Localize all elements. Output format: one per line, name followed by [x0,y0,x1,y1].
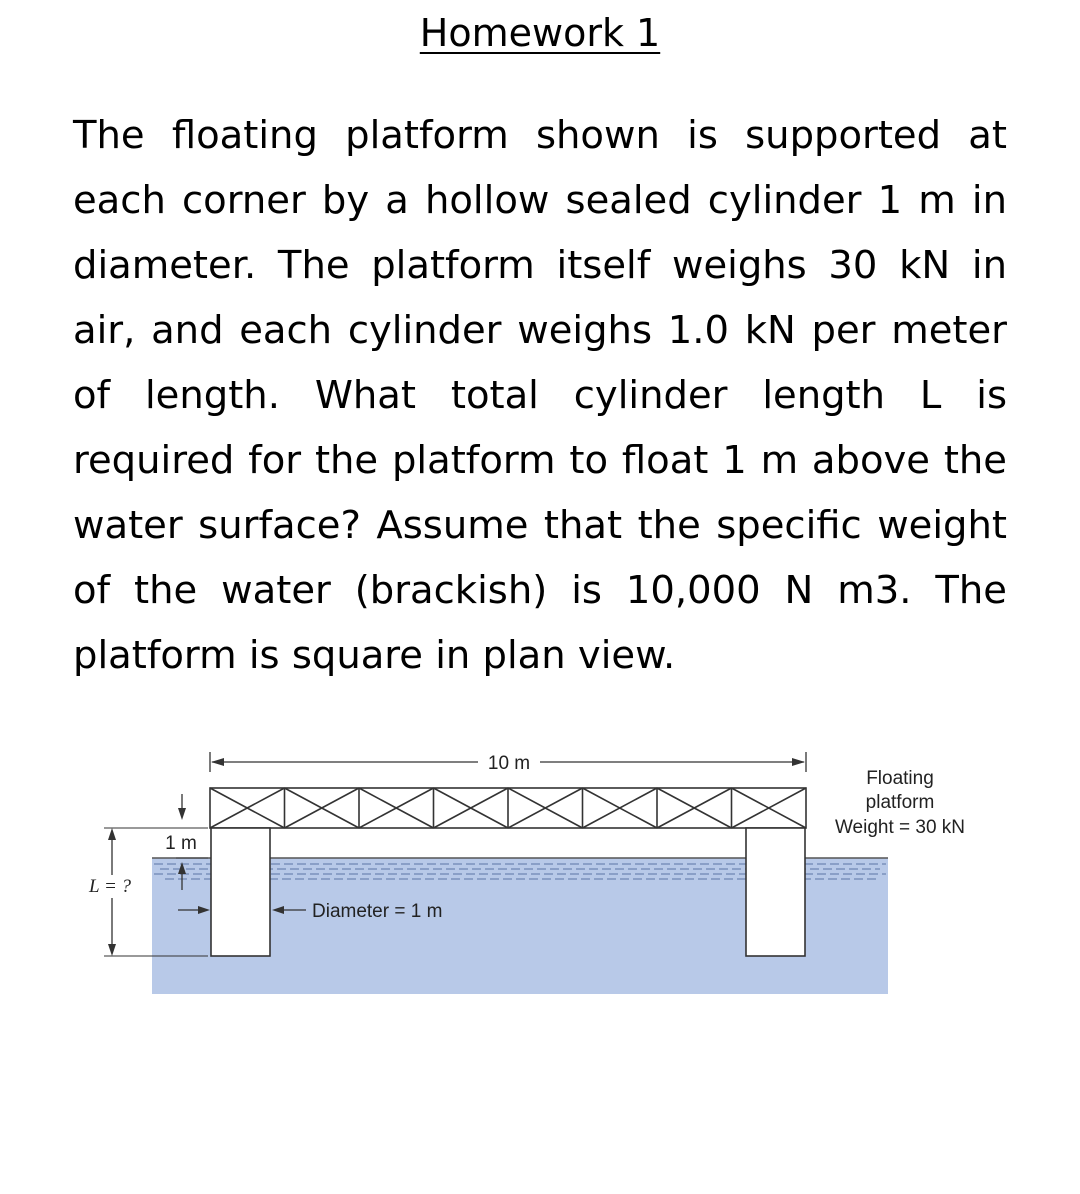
platform-label-line1: Floating [866,768,934,789]
platform-truss [210,788,806,828]
diameter-label: Diameter = 1 m [312,901,443,922]
left-cylinder [211,828,270,956]
floating-platform-figure [0,740,1080,1010]
right-cylinder [746,828,805,956]
homework-title-text: Homework 1 [419,11,661,55]
platform-weight-label: Weight = 30 kN [834,817,966,838]
problem-statement: The floating platform shown is supported at each corner by a hollow sealed cylinder 1 m in diameter. The platform itself weighs 30 kN in air, and each cylinder weighs 1.0 kN per meter of length. What total cylinder length L is required for the platform to float 1 m above the water surface? Assume that the specific weight of the water (brackish) is 10,000 N m3. The platform is square in plan view. [73,113,1007,678]
span-label: 10 m [487,753,531,774]
platform-label-line2: platform [865,792,935,813]
homework-title [0,10,1080,56]
length-label: L = ? [88,876,132,897]
freeboard-label: 1 m [165,833,197,854]
